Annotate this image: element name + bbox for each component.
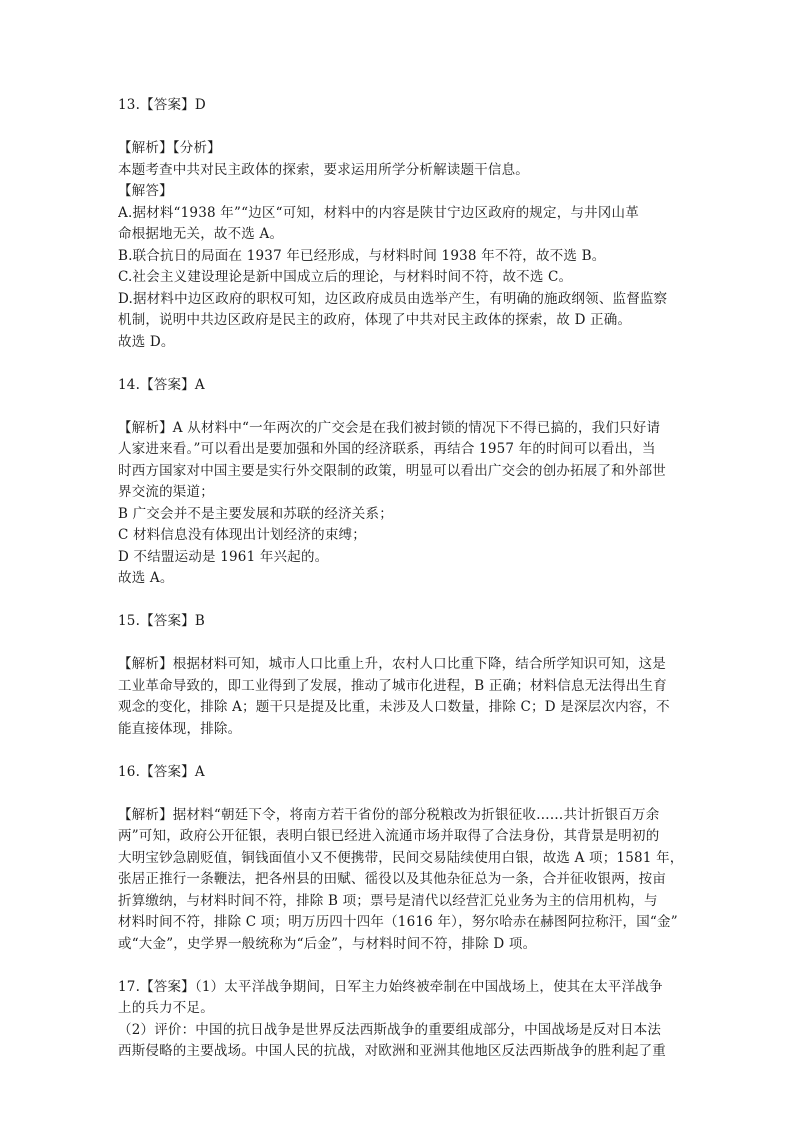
q16-line: 两”可知，政府公开征银，表明白银已经进入流通市场并取得了合法身份，其背景是明初的	[118, 828, 660, 844]
q16-line: 大明宝钞急剧贬值，铜钱面值小又不便携带，民间交易陆续使用白银，故选 A 项；1581 年，	[118, 849, 684, 866]
q13-line: 本题考查中共对民主政体的探索，要求运用所学分析解读题干信息。	[118, 161, 529, 178]
q13-line: 命根据地无关，故不选 A。	[118, 226, 284, 242]
q13-line: D.据材料中边区政府的职权可知，边区政府成员由选举产生，有明确的施政纲领、监督监察	[118, 290, 668, 307]
q13-line: B.联合抗日的局面在 1937 年已经形成，与材料时间 1938 年不符，故不选 B。	[118, 247, 606, 264]
q13-line: 机制，说明中共边区政府是民主的政府，体现了中共对民主政体的探索，故 D 正确。	[118, 312, 632, 328]
q14-line: B 广交会并不是主要发展和苏联的经济关系；	[118, 505, 393, 522]
q16-line: 材料时间不符，排除 C 项；明万历四十四年（1616 年），努尔哈赤在赫图阿拉称汗，国“金”	[118, 914, 678, 930]
q17-line: （2）评价：中国的抗日战争是世界反法西斯战争的重要组成部分，中国战场是反对日本法	[118, 1021, 662, 1038]
q14-line: 时西方国家对中国主要是实行外交限制的政策，明显可以看出广交会的创办拓展了和外部世	[118, 462, 666, 479]
q14-line: D 不结盟运动是 1961 年兴起的。	[118, 548, 329, 565]
q13-analysis-heading: 【解析】【分析】	[118, 140, 221, 156]
q14-line: C 材料信息没有体现出计划经济的束缚；	[118, 527, 366, 543]
q13-line: A.据材料“1938 年”“边区“可知，材料中的内容是陕甘宁边区政府的规定，与井冈山革	[118, 204, 639, 221]
q16-line: 折算缴纳，与材料时间不符，排除 B 项；票号是清代以经营汇兑业务为主的信用机构，与	[118, 892, 658, 909]
q16-answer: 16.【答案】A	[118, 763, 205, 780]
q17-line: 上的兵力不足。	[118, 1000, 214, 1016]
answer-document	[118, 95, 686, 1063]
q15-answer: 15.【答案】B	[118, 613, 205, 629]
q15-line: 观念的变化，排除 A；题干只是提及比重，未涉及人口数量，排除 C；D 是深层次内容，不	[118, 699, 670, 715]
q17-line: 西斯侵略的主要战场。中国人民的抗战，对欧洲和亚洲其他地区反法西斯战争的胜利起了重	[118, 1043, 666, 1059]
q17-answer-line: 17.【答案】（1）太平洋战争期间，日军主力始终被牵制在中国战场上，使其在太平洋战争	[118, 978, 663, 995]
q15-line: 能直接体现，排除。	[118, 720, 242, 737]
q15-line: 【解析】根据材料可知，城市人口比重上升，农村人口比重下降，结合所学知识可知，这是	[118, 656, 666, 672]
q13-line: 故选 D。	[118, 333, 175, 350]
q14-line: 人家进来看。”可以看出是要加强和外国的经济联系，再结合 1957 年的时间可以看出，当	[118, 441, 656, 457]
q14-line: 【解析】A 从材料中“一年两次的广交会是在我们被封锁的情况下不得已搞的，我们只好请	[118, 419, 661, 436]
q14-line: 界交流的渠道；	[118, 484, 214, 500]
q13-answer: 13.【答案】D	[118, 97, 206, 113]
q14-line: 故选 A。	[118, 570, 174, 586]
q13-line: C.社会主义建设理论是新中国成立后的理论，与材料时间不符，故不选 C。	[118, 269, 573, 285]
q14-answer: 14.【答案】A	[118, 376, 205, 393]
q16-line: 或“大金”，史学界一般统称为“后金”，与材料时间不符，排除 D 项。	[118, 935, 537, 952]
q16-line: 【解析】据材料“朝廷下令，将南方若干省份的部分税粮改为折银征收……共计折银百万余	[118, 806, 660, 823]
q13-line: 【解答】	[118, 183, 173, 199]
q15-line: 工业革命导致的，即工业得到了发展，推动了城市化进程，B 正确；材料信息无法得出生育	[118, 677, 667, 694]
q16-line: 张居正推行一条鞭法，把各州县的田赋、徭役以及其他杂征总为一条，合并征收银两，按亩	[118, 871, 666, 887]
